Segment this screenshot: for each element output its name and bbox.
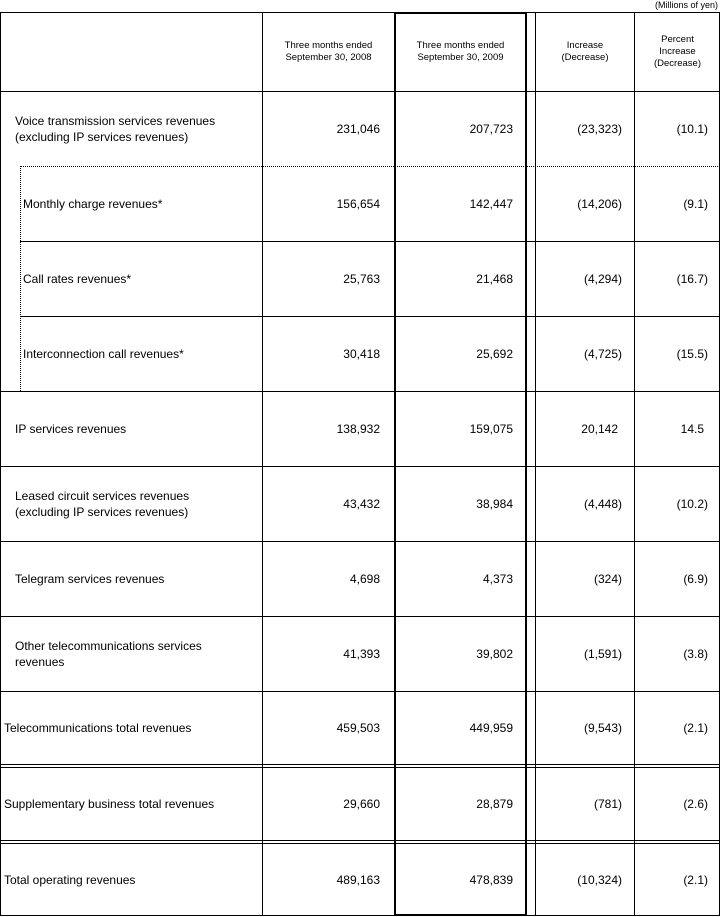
value-2009: 207,723	[469, 122, 513, 136]
value-change: (4,725)	[583, 347, 622, 361]
value-percent: (9.1)	[683, 197, 708, 211]
value-2009: 142,447	[469, 197, 513, 211]
value-percent: (6.9)	[683, 572, 708, 586]
value-2008: 30,418	[343, 347, 380, 361]
row-label: Other telecommunications services revenues	[15, 639, 202, 669]
value-change: (10,324)	[577, 873, 622, 887]
value-2008: 43,432	[343, 497, 380, 511]
row-label: Telecommunications total revenues	[4, 721, 192, 735]
value-2008: 29,660	[343, 797, 380, 811]
value-percent: (2.1)	[683, 721, 708, 735]
row-label: Telegram services revenues	[15, 572, 165, 586]
value-2008: 459,503	[336, 721, 380, 735]
value-percent: (10.2)	[676, 497, 708, 511]
value-change: (14,206)	[577, 197, 622, 211]
value-2009: 21,468	[476, 272, 513, 286]
header-2009: Three months ended September 30, 2009	[416, 40, 505, 63]
units-note: (Millions of yen)	[654, 0, 718, 10]
row-label: Supplementary business total revenues	[4, 797, 215, 811]
value-change: (9,543)	[583, 721, 622, 735]
row-label: Leased circuit services revenues (excluding IP services revenues)	[15, 489, 190, 519]
value-2009: 25,692	[476, 347, 513, 361]
row-label: Total operating revenues	[4, 873, 136, 887]
value-percent: (10.1)	[676, 122, 708, 136]
row-label: Voice transmission services revenues (excluding IP services revenues)	[15, 114, 216, 144]
value-2009: 449,959	[469, 721, 513, 735]
value-2009: 4,373	[482, 572, 513, 586]
header-percent: Percent Increase (Decrease)	[654, 34, 701, 69]
value-2009: 38,984	[476, 497, 513, 511]
header-change: Increase (Decrease)	[561, 40, 609, 63]
double-divider-top	[0, 764, 720, 765]
value-2008: 231,046	[336, 122, 380, 136]
value-percent: 14.5	[680, 422, 704, 436]
value-percent: (3.8)	[683, 647, 708, 661]
value-change: (4,294)	[583, 272, 622, 286]
value-percent: (16.7)	[676, 272, 708, 286]
value-2009: 28,879	[476, 797, 513, 811]
value-2008: 41,393	[343, 647, 380, 661]
value-percent: (2.1)	[683, 873, 708, 887]
row-label: Monthly charge revenues*	[23, 197, 163, 211]
value-change: (23,323)	[577, 122, 622, 136]
value-change: 20,142	[581, 422, 618, 436]
value-change: (1,591)	[583, 647, 622, 661]
value-2009: 39,802	[476, 647, 513, 661]
row-label: IP services revenues	[15, 422, 127, 436]
value-2008: 156,654	[336, 197, 380, 211]
row-label: Interconnection call revenues*	[23, 347, 184, 361]
value-2008: 489,163	[336, 873, 380, 887]
sub-items-indent	[20, 166, 21, 391]
row-label: Call rates revenues*	[23, 272, 132, 286]
value-change: (324)	[593, 572, 622, 586]
value-2008: 4,698	[349, 572, 380, 586]
double-divider2-top	[0, 840, 720, 841]
value-2008: 25,763	[343, 272, 380, 286]
value-2009: 478,839	[469, 873, 513, 887]
value-2009: 159,075	[469, 422, 513, 436]
value-percent: (15.5)	[676, 347, 708, 361]
value-change: (781)	[593, 797, 622, 811]
value-change: (4,448)	[583, 497, 622, 511]
value-2008: 138,932	[336, 422, 380, 436]
header-2008: Three months ended September 30, 2008	[284, 40, 373, 63]
value-percent: (2.6)	[683, 797, 708, 811]
